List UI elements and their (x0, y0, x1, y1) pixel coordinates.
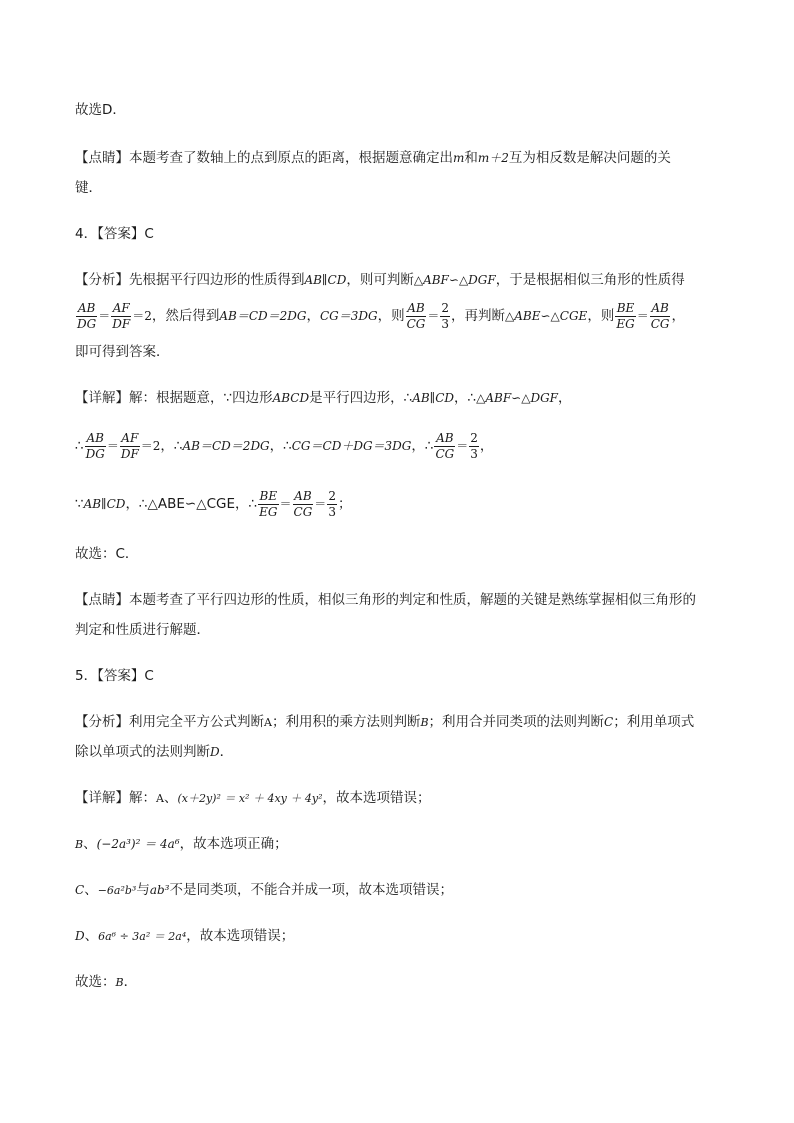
analysis-text: ， (671, 308, 685, 324)
separator: 、 (83, 836, 97, 852)
detail-text: ，∴ (454, 390, 477, 406)
detail-text: ，∴ (160, 438, 183, 454)
analysis-text: ． (219, 744, 234, 760)
equals-sign: ＝ (314, 497, 327, 511)
analysis-4-line1 (75, 270, 685, 290)
math-square-expansion: (x＋2y)² ＝ x² ＋ 4xy ＋ 4y² (177, 792, 323, 805)
math-term-2: ab³ (149, 883, 170, 897)
detail-text: ，∴ (269, 438, 292, 454)
answer-5 (75, 666, 154, 686)
detail-text: 【详解】解： (75, 790, 156, 806)
option-d: D (210, 745, 220, 759)
option-a: A (156, 792, 164, 805)
option-b: B (75, 838, 84, 851)
detail-text: 与 (136, 882, 150, 898)
option-c: C (604, 715, 614, 729)
choice-line-3 (75, 100, 126, 120)
fraction-ab-cg: $\frac{AB}{CG}$ (293, 488, 313, 519)
equals-two: ＝2 (140, 439, 161, 453)
fraction-2-3: $\frac{2}{3}$ (470, 430, 478, 461)
therefore-sign: ∴ (75, 438, 84, 454)
analysis-text: ；利用单项式 (613, 714, 695, 730)
detail-text: ； (337, 496, 352, 512)
fraction-be-eg: $\frac{BE}{EG}$ (259, 488, 278, 519)
detail-4-line2 (75, 430, 493, 462)
choice-text: 故选： (75, 974, 116, 990)
option-c: C (75, 883, 85, 897)
analysis-text: ，再判断 (451, 308, 506, 324)
option-b: B (115, 976, 124, 989)
fraction-ab-dg: $\frac{AB}{DG}$ (85, 430, 105, 461)
separator: 、 (84, 928, 99, 944)
detail-5-b (75, 834, 288, 855)
analysis-text: ，则 (587, 308, 615, 324)
analysis-text: 【分析】利用完全平方公式判断 (75, 714, 264, 730)
math-abcd: ABCD (272, 391, 310, 405)
math-ab-cd-2dg: AB＝CD＝2DG (182, 439, 270, 453)
detail-text: ，故本选项错误； (322, 790, 431, 806)
math-m: m (453, 151, 465, 165)
detail-4-line3 (75, 488, 351, 520)
analysis-5-line2 (75, 742, 233, 762)
analysis-text: ；利用合并同类项的法则判断 (428, 714, 605, 730)
analysis-text: 【分析】先根据平行四边形的性质得到 (75, 272, 305, 288)
fraction-ab-cg: $\frac{AB}{CG}$ (435, 430, 455, 461)
fraction-be-eg: $\frac{BE}{EG}$ (616, 300, 635, 331)
comment-line-3b (75, 178, 102, 198)
equals-sign: ＝ (636, 309, 649, 323)
comment-4-line2 (75, 620, 210, 640)
math-m-plus-2: m＋2 (477, 151, 509, 165)
choice-text: ． (123, 974, 138, 990)
comment-4-line1 (75, 590, 696, 610)
equals-sign: ＝ (98, 309, 111, 323)
equals-sign: ＝ (427, 309, 440, 323)
comment-text: 【点睛】本题考查了平行四边形的性质，相似三角形的判定和性质，解题的关键是熟练掌握相似三角形的 (75, 592, 696, 608)
analysis-text: ，则 (377, 308, 405, 324)
fraction-ab-cg: $\frac{AB}{CG}$ (406, 300, 426, 331)
equals-sign: ＝ (279, 497, 292, 511)
math-ab-par-cd: AB∥CD (412, 391, 455, 405)
analysis-text: ，于是根据相似三角形的性质得 (495, 272, 685, 288)
choice-text: 故选：C． (75, 546, 139, 562)
answer-4-text: 4．【答案】C (75, 226, 154, 242)
analysis-4-line2 (75, 300, 685, 332)
math-ab-par-cd: AB∥CD (83, 497, 126, 511)
fraction-2-3: $\frac{2}{3}$ (441, 300, 450, 331)
comment-text: 键． (75, 180, 102, 196)
fraction-ab-dg: $\frac{AB}{DG}$ (77, 300, 97, 331)
analysis-text: ，然后得到 (151, 308, 220, 324)
math-similar-abf-dgf: △ABF∽△DGF (476, 391, 558, 405)
analysis-text: ， (306, 308, 320, 324)
detail-text: 不是同类项，不能合并成一项，故本选项错误； (169, 882, 453, 898)
fraction-af-df: $\frac{AF}{DF}$ (120, 430, 139, 461)
detail-4-line1 (75, 388, 572, 408)
fraction-ab-cg-2: $\frac{AB}{CG}$ (650, 300, 670, 331)
fraction-2-3: $\frac{2}{3}$ (328, 488, 336, 519)
math-cg-3dg: CG＝3DG (319, 309, 378, 323)
comment-text: 互为相反数是解决问题的关 (508, 150, 671, 166)
math-ab-cd-2dg: AB＝CD＝2DG (219, 309, 307, 323)
math-power-of-product: (−2a³)² ＝ 4a⁶ (96, 837, 180, 851)
analysis-4-line3 (75, 342, 170, 362)
math-similar-abe-cge: △ABE∽△CGE (505, 309, 588, 323)
equals-sign: ＝ (456, 439, 469, 453)
detail-text: 是平行四边形，∴ (309, 390, 413, 406)
detail-text: ， (558, 390, 572, 406)
detail-text: ， (479, 438, 494, 454)
detail-text: ，故本选项正确； (179, 836, 288, 852)
analysis-text: ，则可判断 (346, 272, 414, 288)
detail-5-c (75, 880, 453, 901)
analysis-text: 除以单项式的法则判断 (75, 744, 210, 760)
math-division: 6a⁶ ÷ 3a² ＝ 2a⁴ (98, 930, 187, 943)
choice-line-5 (75, 972, 137, 993)
answer-4 (75, 224, 154, 244)
equals-sign: ＝ (106, 439, 119, 453)
detail-text: ，故本选项错误； (186, 928, 295, 944)
answer-5-text: 5．【答案】C (75, 668, 154, 684)
choice-text: 故选D． (75, 102, 126, 118)
choice-line-4 (75, 544, 138, 564)
math-cg-3dg: CG＝CD＋DG＝3DG (291, 439, 412, 453)
fraction-af-df: $\frac{AF}{DF}$ (112, 300, 131, 331)
because-sign: ∵ (75, 496, 84, 512)
math-ab-par-cd: AB∥CD (304, 273, 347, 287)
option-b: B (420, 716, 429, 729)
equals-two: ＝2 (132, 309, 152, 323)
comment-text: 和 (464, 150, 478, 166)
separator: 、 (84, 882, 98, 898)
analysis-text: 即可得到答案． (75, 344, 170, 360)
analysis-5-line1 (75, 712, 694, 733)
detail-5-d (75, 926, 294, 947)
detail-text: ，∴△ABE∽△CGE，∴ (125, 496, 258, 512)
comment-text: 判定和性质进行解题． (75, 622, 210, 638)
math-similar-abf-dgf: △ABF∽△DGF (413, 273, 496, 287)
option-d: D (75, 929, 85, 943)
math-term-1: −6a²b³ (97, 884, 137, 897)
detail-text: 【详解】解：根据题意，∵四边形 (75, 390, 273, 406)
detail-text: ，∴ (411, 438, 434, 454)
separator: 、 (163, 790, 178, 806)
comment-text: 【点睛】本题考查了数轴上的点到原点的距离，根据题意确定出 (75, 150, 453, 166)
analysis-text: ；利用积的乘方法则判断 (271, 714, 421, 730)
detail-5-a (75, 788, 431, 809)
comment-line-3 (75, 148, 671, 168)
option-a: A (264, 716, 272, 729)
